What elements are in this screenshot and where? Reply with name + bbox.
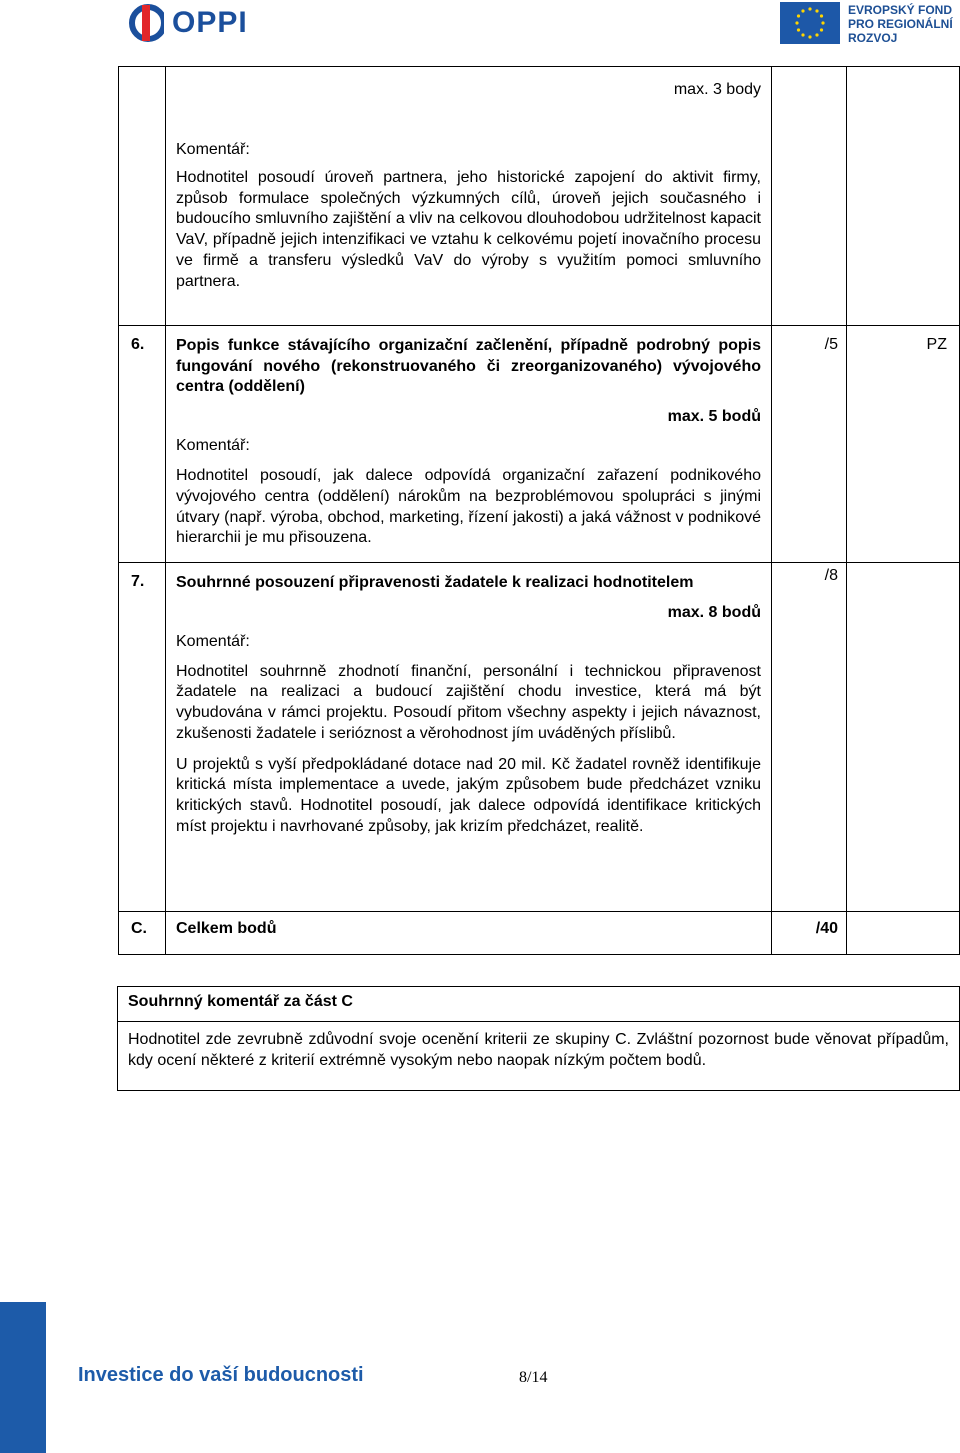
- max-points: max. 3 body: [673, 81, 761, 98]
- summary-title: Souhrnný komentář za část C: [118, 987, 960, 1022]
- max-points: max. 8 bodů: [667, 603, 761, 621]
- eu-logo: [780, 2, 953, 45]
- row-number: 7.: [119, 563, 166, 912]
- summary-table: [117, 986, 960, 1091]
- comment-text: Hodnotitel souhrnně zhodnotí finanční, personální i technickou připravenost žadatele na realizaci a budoucí zajištění chodu investice, která má být vybudována v rámci projektu. Posoudí přitom všechny aspekty i jejich návaznost, zkušenosti žadatele i serióznost a věrohodnost jím uváděných příslibů.: [176, 662, 761, 742]
- row-number: C.: [119, 912, 166, 955]
- table-row-total: [119, 912, 960, 955]
- table-row-5-tail: [119, 67, 960, 326]
- oppi-logo: [128, 2, 248, 44]
- summary-text-row: [118, 1022, 960, 1091]
- eu-logo-text: EVROPSKÝ FOND PRO REGIONÁLNÍ ROZVOJ: [848, 3, 953, 45]
- summary-title-row: [118, 987, 960, 1022]
- row-title: Popis funkce stávajícího organizační začlenění, případně podrobný popis fungování nového (rekonstruovaného či zreorganizovaného) vývojového centra (oddělení): [176, 337, 761, 396]
- comment-label: Komentář:: [176, 437, 250, 455]
- table-row-7: [119, 563, 960, 912]
- eu-flag-icon: [780, 2, 840, 44]
- evaluation-table: [118, 66, 960, 955]
- comment-text: U projektů s vyší předpokládané dotace nad 20 mil. Kč žadatel rovněž identifikuje kritická místa implementace a uvede, jakým způsobem bude předcházet vzniku kritických stavů. Hodnotitel posoudí, jak dalece odpovídá identifikace kritických míst projektu i navrhované způsoby, jak krizím předcházet, realitě.: [176, 755, 761, 835]
- total-label: Celkem bodů: [166, 912, 772, 955]
- row-number: 6.: [119, 326, 166, 563]
- row-title: Souhrnné posouzení připravenosti žadatele k realizaci hodnotitelem: [176, 574, 694, 591]
- oppi-logo-icon: [128, 3, 164, 43]
- comment-text: Hodnotitel posoudí úroveň partnera, jeho historické zapojení do aktivit firmy, způsob formulace společných výzkumných cílů, úroveň jejich současného i budoucího smluvního zajištění a vliv na celkovou dlouhodobou udržitelnost kapacit VaV, případně jejich intenzifikaci ve vztahu k celkovému pojetí inovačního procesu ve firmě a transferu výsledků VaV do výroby s využitím pomoci smluvního partnera.: [176, 169, 761, 290]
- oppi-logo-text: OPPI: [172, 6, 248, 39]
- comment-text: Hodnotitel posoudí, jak dalece odpovídá organizační zařazení podnikového vývojového centra (oddělení) nárokům na bezproblémovou spolupráci s jinými útvary (např. výroba, obchod, marketing, řízení jakosti) a jaká vážnost v podnikové hierarchii je mu přisouzena.: [176, 467, 761, 547]
- footer-bar: [0, 1302, 46, 1453]
- comment-label: Komentář:: [176, 141, 250, 158]
- score-cell: /5: [772, 326, 847, 563]
- score-cell: /8: [772, 563, 847, 912]
- max-points: max. 5 bodů: [667, 408, 761, 426]
- summary-text: Hodnotitel zde zevrubně zdůvodní svoje ocenění kriterii ze skupiny C. Zvláštní pozornost bude věnovat případům, kdy ocení některé z kriterií extrémně vysokým nebo naopak nízkým počtem bodů.: [118, 1022, 960, 1091]
- page-number: 8/14: [519, 1369, 548, 1386]
- pz-cell: PZ: [847, 326, 960, 563]
- total-score: /40: [772, 912, 847, 955]
- comment-label: Komentář:: [176, 632, 250, 650]
- footer-slogan: Investice do vaší budoucnosti: [78, 1364, 364, 1386]
- table-row-6: [119, 326, 960, 563]
